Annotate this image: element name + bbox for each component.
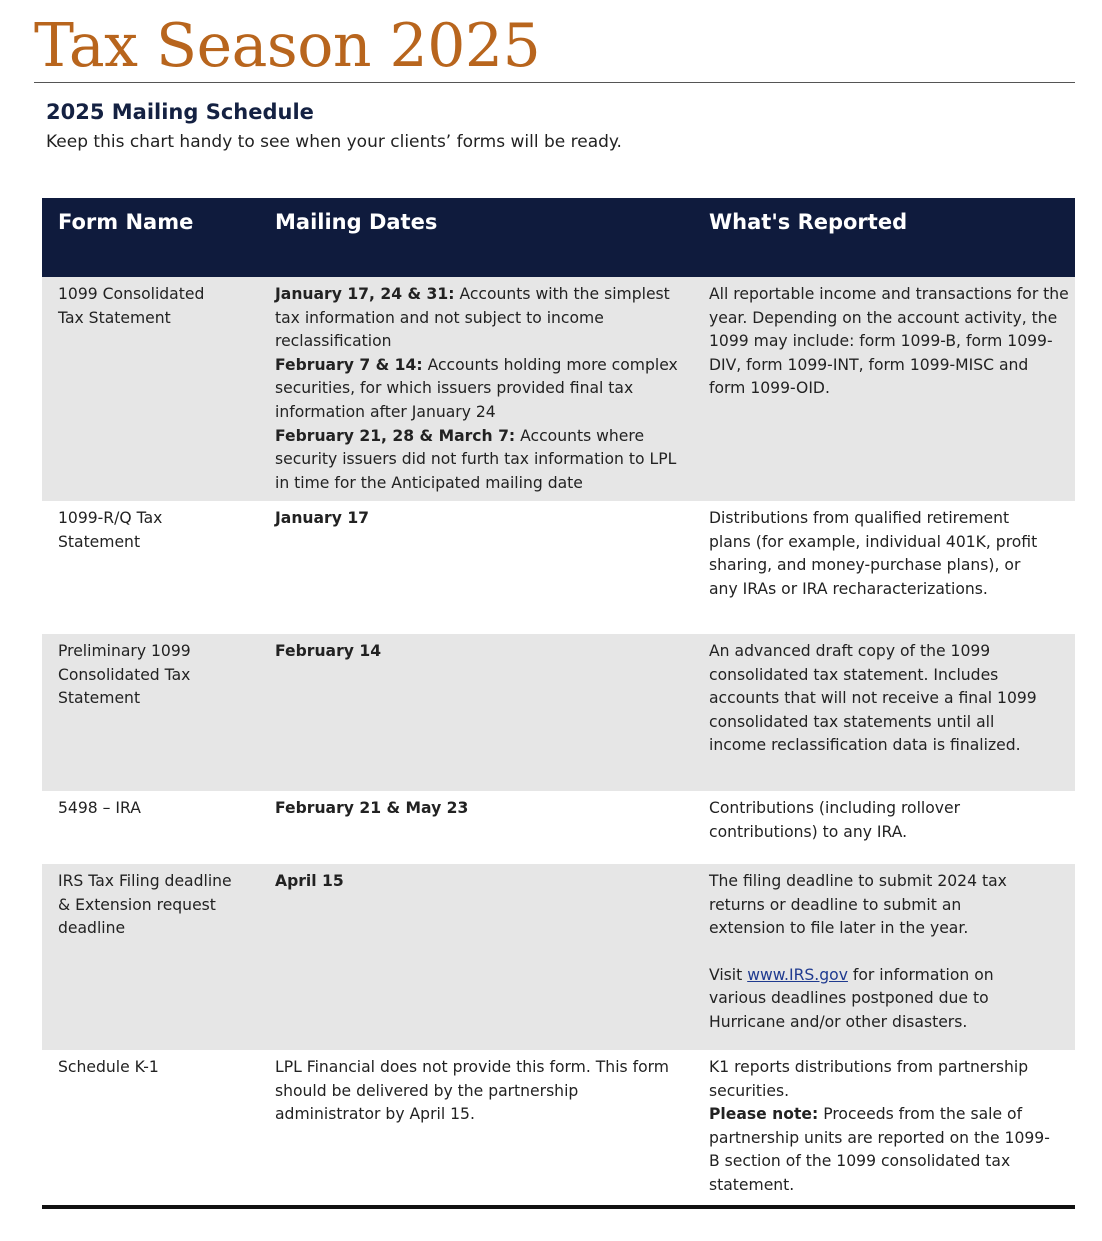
mailing-dates-cell: April 15 [275,872,344,890]
title-divider [34,82,1075,83]
mailing-dates-cell: February 14 [275,642,382,660]
mailing-dates-cell: LPL Financial does not provide this form. This form should be delivered by the partnership administrator by April 15. [275,1058,669,1124]
date-description: Accounts where security issuers did not furth tax information to LPL in time for the Anticipated mailing date [275,426,677,492]
irs-link[interactable]: www.IRS.gov [747,965,848,984]
reported-cell: Contributions (including rollover contributions) to any IRA. [709,799,961,841]
intro-text: Keep this chart handy to see when your clients’ forms will be ready. [46,132,622,152]
table-row [42,277,1075,501]
table-row [42,501,1075,634]
date-label: February 7 & 14: [275,355,423,374]
note-description: Proceeds from the sale of partnership units are reported on the 1099-B section of the 1099 consolidated tax statement. [709,1105,1050,1194]
section-heading: 2025 Mailing Schedule [46,100,314,124]
table-bottom-divider [42,1205,1075,1209]
note-label: Please note: [709,1105,819,1124]
form-name-cell: Preliminary 1099 Consolidated Tax Statement [58,642,191,708]
date-label: February 21, 28 & March 7: [275,426,516,445]
table-row [42,864,1075,1050]
reported-cell: All reportable income and transactions for the year. Depending on the account activity, the 1099 may include: form 1099-B, form 1099-DIV, form 1099-INT, form 1099-MISC and form 1099-OID. [709,285,1069,398]
form-name-cell: Schedule K-1 [58,1058,159,1076]
date-description: Accounts holding more complex securities, for which issuers provided final tax information after January 24 [275,355,678,421]
reported-cell [709,1056,1059,1198]
reported-cell [709,870,1039,1035]
mailing-dates-cell: February 21 & May 23 [275,799,469,817]
table-row [42,791,1075,864]
mailing-schedule-table [42,198,1075,1208]
reported-text: The filing deadline to submit 2024 tax returns or deadline to submit an extension to file later in the year. [709,872,1007,938]
table-row [42,1050,1075,1208]
note-text [709,1103,1059,1197]
page-title: Tax Season 2025 [34,11,541,81]
mailing-dates-cell: January 17 [275,509,370,527]
column-header-whats-reported: What's Reported [709,210,908,234]
mailing-dates-cell [275,283,695,495]
reported-text: K1 reports distributions from partnership securities. [709,1058,1029,1100]
reported-cell: An advanced draft copy of the 1099 consolidated tax statement. Includes accounts that will not receive a final 1099 consolidated tax statements until all income reclassification data is finalized. [709,642,1037,755]
visit-suffix: for information on various deadlines postponed due to Hurricane and/or other disasters. [709,965,994,1031]
form-name-cell: IRS Tax Filing deadline & Extension request deadline [58,872,232,938]
date-description: Accounts with the simplest tax information and not subject to income reclassification [275,285,670,351]
form-name-cell: 1099 Consolidated Tax Statement [58,285,205,327]
table-row [42,634,1075,791]
column-header-mailing-dates: Mailing Dates [275,210,438,234]
visit-prefix: Visit [709,965,748,984]
column-header-form-name: Form Name [58,210,194,234]
reported-cell: Distributions from qualified retirement plans (for example, individual 401K, profit sharing, and money-purchase plans), or any IRAs or IRA recharacterizations. [709,509,1038,598]
table-header [42,198,1075,277]
visit-text [709,964,1039,1035]
date-label: January 17, 24 & 31: [275,285,455,303]
form-name-cell: 1099-R/Q Tax Statement [58,509,163,551]
form-name-cell: 5498 – IRA [58,799,141,817]
